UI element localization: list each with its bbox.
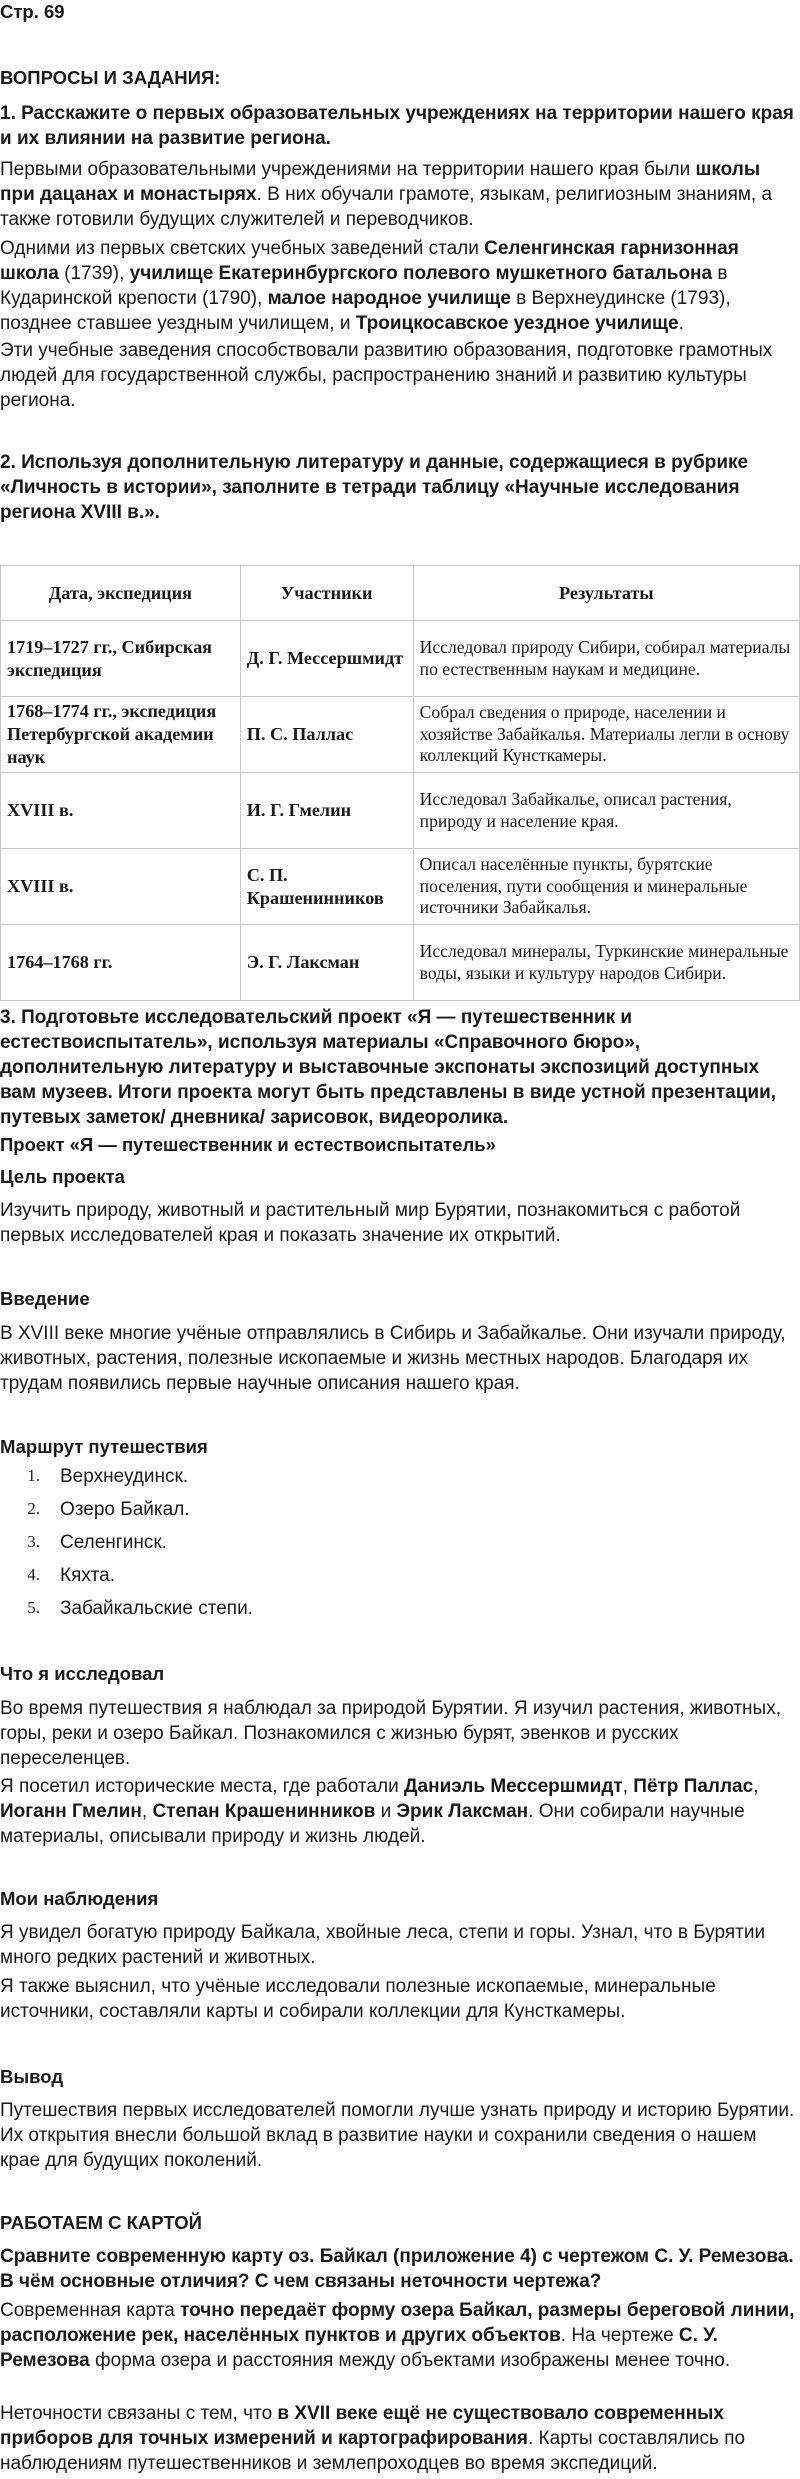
map-paragraph-2 bbox=[0, 2401, 800, 2476]
list-item bbox=[0, 1526, 800, 1559]
cell-participants: Э. Г. Лаксман bbox=[240, 925, 413, 1001]
project-title: Проект «Я — путешественник и естествоиспытатель» bbox=[0, 1134, 496, 1155]
bold-name: Эрик Лаксман bbox=[396, 1801, 529, 1823]
text: форма озера и расстояния между объектами изображены менее точно. bbox=[89, 2350, 731, 2372]
bold-name: Даниэль Мессершмидт bbox=[404, 1776, 623, 1797]
goal-heading: Цель проекта bbox=[0, 1166, 125, 1187]
list-text: Озеро Байкал. bbox=[60, 1498, 190, 1520]
cell-participants: Д. Г. Мессершмидт bbox=[240, 621, 413, 697]
bold-term: точно передаёт форму озера Байкал, размеры береговой линии, расположение рек, населённых пунктов и других объектов bbox=[0, 2300, 795, 2347]
question-3: 3. Подготовьте исследовательский проект «Я — путешественник и естествоиспытатель», используя материалы «Справочного бюро», дополнительную литературу и выставочные экспонаты экспозиций доступных вам музеев. Итоги проекта могут быть представлены в виде устной презентации, путевых заметок/ дневника/ зарисовок, видеоролика. bbox=[0, 1007, 777, 1129]
text: , bbox=[622, 1776, 634, 1797]
table-row bbox=[1, 621, 800, 697]
text: . Они собирали научные материалы, описывали природу и жизнь людей. bbox=[0, 1801, 745, 1848]
text: в Верхнеудинске (1793), позднее ставшее уездным училищем, и bbox=[0, 288, 731, 335]
map-paragraph-1 bbox=[0, 2298, 800, 2373]
list-number: 2. bbox=[27, 1499, 40, 1519]
text: . Карты составлялись по наблюдениям путешественников и землепроходцев во время экспедиций. bbox=[0, 2428, 746, 2475]
table-row bbox=[1, 925, 800, 1001]
bold-term: Троицкосавское уездное училище bbox=[355, 313, 679, 335]
research-heading: Что я исследовал bbox=[0, 1663, 165, 1684]
table-header-row bbox=[1, 566, 800, 621]
text: Неточности связаны с тем, что bbox=[0, 2403, 278, 2424]
cell-results: Исследовал Забайкалье, описал растения, природу и население края. bbox=[413, 773, 799, 849]
conclusion-heading: Вывод bbox=[0, 2066, 64, 2087]
observations-paragraph-1: Я увидел богатую природу Байкала, хвойные леса, степи и горы. Узнал, что в Бурятии много редких растений и животных. bbox=[0, 1922, 766, 1969]
bold-name: Иоганн Гмелин bbox=[0, 1801, 142, 1823]
cell-date: XVIII в. bbox=[1, 773, 241, 849]
list-text: Забайкальские степи. bbox=[60, 1597, 253, 1619]
list-number: 4. bbox=[27, 1565, 40, 1585]
intro-text: В XVIII веке многие учёные отправлялись в Сибирь и Забайкалье. Они изучали природу, животных, растения, полезные ископаемые и жизнь местных народов. Благодаря их трудам появились первые научные описания нашего края. bbox=[0, 1323, 786, 1395]
observations-heading: Мои наблюдения bbox=[0, 1888, 159, 1909]
bold-name: Пётр Паллас bbox=[633, 1776, 754, 1797]
text: . На чертеже bbox=[560, 2325, 679, 2347]
text: и bbox=[375, 1801, 397, 1823]
section-title: ВОПРОСЫ И ЗАДАНИЯ: bbox=[0, 67, 221, 88]
map-heading: РАБОТАЕМ С КАРТОЙ bbox=[0, 2212, 202, 2233]
q1-paragraph-3: Эти учебные заведения способствовали развитию образования, подготовке грамотных людей для государственной службы, распространению знаний и развитию культуры региона. bbox=[0, 340, 773, 412]
table-row bbox=[1, 773, 800, 849]
q1-paragraph-1 bbox=[0, 157, 800, 232]
list-number: 5. bbox=[27, 1598, 40, 1618]
cell-results: Исследовал минералы, Туркинские минеральные воды, языки и культуру народов Сибири. bbox=[413, 925, 799, 1001]
text: . bbox=[678, 313, 684, 335]
cell-results: Исследовал природу Сибири, собирал материалы по естественным наукам и медицине. bbox=[413, 621, 799, 697]
list-number: 1. bbox=[27, 1466, 40, 1486]
text: , bbox=[141, 1801, 153, 1823]
research-paragraph-2 bbox=[0, 1774, 800, 1849]
list-text: Кяхта. bbox=[60, 1564, 115, 1586]
text: Одними из первых светских учебных заведений стали bbox=[0, 238, 485, 259]
bold-term: Селенгинская гарнизонная школа bbox=[0, 238, 739, 285]
bold-term: школы при дацанах и монастырях bbox=[0, 159, 761, 206]
text: Я посетил исторические места, где работали bbox=[0, 1776, 405, 1797]
bold-name: Степан Крашенинников bbox=[152, 1801, 376, 1823]
bold-name: С. У. Ремезова bbox=[0, 2325, 718, 2372]
cell-results: Описал населённые пункты, бурятские поселения, пути сообщения и минеральные источники Забайкалья. bbox=[413, 849, 799, 925]
list-item bbox=[0, 1559, 800, 1592]
route-heading: Маршрут путешествия bbox=[0, 1436, 208, 1457]
bold-term: малое народное училище bbox=[267, 288, 511, 310]
cell-participants: П. С. Паллас bbox=[240, 697, 413, 773]
list-text: Верхнеудинск. bbox=[60, 1465, 189, 1487]
text: Первыми образовательными учреждениями на территории нашего края были bbox=[0, 159, 696, 180]
intro-heading: Введение bbox=[0, 1288, 90, 1309]
q1-paragraph-2 bbox=[0, 236, 800, 336]
bold-term: в XVII веке ещё не существовало современных приборов для точных измерений и картографирования bbox=[0, 2403, 724, 2450]
text: . В них обучали грамоте, языкам, религиозным знаниям, а также готовили будущих служителей и переводчиков. bbox=[0, 184, 773, 231]
route-list bbox=[0, 1460, 800, 1625]
cell-date: XVIII в. bbox=[1, 849, 241, 925]
conclusion-text: Путешествия первых исследователей помогли лучше узнать природу и историю Бурятии. Их открытия внесли большой вклад в развитие науки и сохранили сведения о нашем крае для будущих поколений. bbox=[0, 2100, 795, 2172]
list-number: 3. bbox=[27, 1532, 40, 1552]
table-row bbox=[1, 697, 800, 773]
text: Современная карта bbox=[0, 2300, 181, 2321]
column-header: Результаты bbox=[413, 566, 799, 621]
observations-paragraph-2: Я также выяснил, что учёные исследовали полезные ископаемые, минеральные источники, составляли карты и собирали коллекции для Кунсткамеры. bbox=[0, 1976, 716, 2023]
text: , bbox=[753, 1776, 759, 1797]
cell-date: 1719–1727 гг., Сибирская экспедиция bbox=[1, 621, 241, 697]
research-paragraph-1: Во время путешествия я наблюдал за природой Бурятии. Я изучил растения, животных, горы, реки и озеро Байкал. Познакомился с жизнью бурят, эвенков и русских переселенцев. bbox=[0, 1698, 781, 1770]
list-item bbox=[0, 1460, 800, 1493]
map-question: Сравните современную карту оз. Байкал (приложение 4) с чертежом С. У. Ремезова. В чём основные отличия? С чем связаны неточности чертежа? bbox=[0, 2246, 794, 2293]
research-table bbox=[0, 565, 800, 1001]
list-text: Селенгинск. bbox=[60, 1531, 167, 1553]
column-header: Участники bbox=[240, 566, 413, 621]
goal-text: Изучить природу, животный и растительный мир Бурятии, познакомиться с работой первых исследователей края и показать значение их открытий. bbox=[0, 1200, 741, 1247]
cell-participants: С. П. Крашенинников bbox=[240, 849, 413, 925]
cell-participants: И. Г. Гмелин bbox=[240, 773, 413, 849]
text: (1739), bbox=[58, 263, 130, 285]
cell-date: 1764–1768 гг. bbox=[1, 925, 241, 1001]
question-2: 2. Используя дополнительную литературу и данные, содержащиеся в рубрике «Личность в истории», заполните в тетради таблицу «Научные исследования региона XVIII в.». bbox=[0, 452, 749, 524]
cell-results: Собрал сведения о природе, населении и хозяйстве Забайкалья. Материалы легли в основу коллекций Кунсткамеры. bbox=[413, 697, 799, 773]
question-1: 1. Расскажите о первых образовательных учреждениях на территории нашего края и их влиянии на развитие региона. bbox=[0, 103, 794, 150]
list-item bbox=[0, 1493, 800, 1526]
list-item bbox=[0, 1592, 800, 1625]
table-row bbox=[1, 849, 800, 925]
page-label: Стр. 69 bbox=[0, 1, 65, 22]
bold-term: училище Екатеринбургского полевого мушкетного батальона bbox=[129, 263, 713, 285]
text: в Кударинской крепости (1790), bbox=[0, 263, 728, 310]
cell-date: 1768–1774 гг., экспедиция Петербургской академии наук bbox=[1, 697, 241, 773]
column-header: Дата, экспедиция bbox=[1, 566, 241, 621]
